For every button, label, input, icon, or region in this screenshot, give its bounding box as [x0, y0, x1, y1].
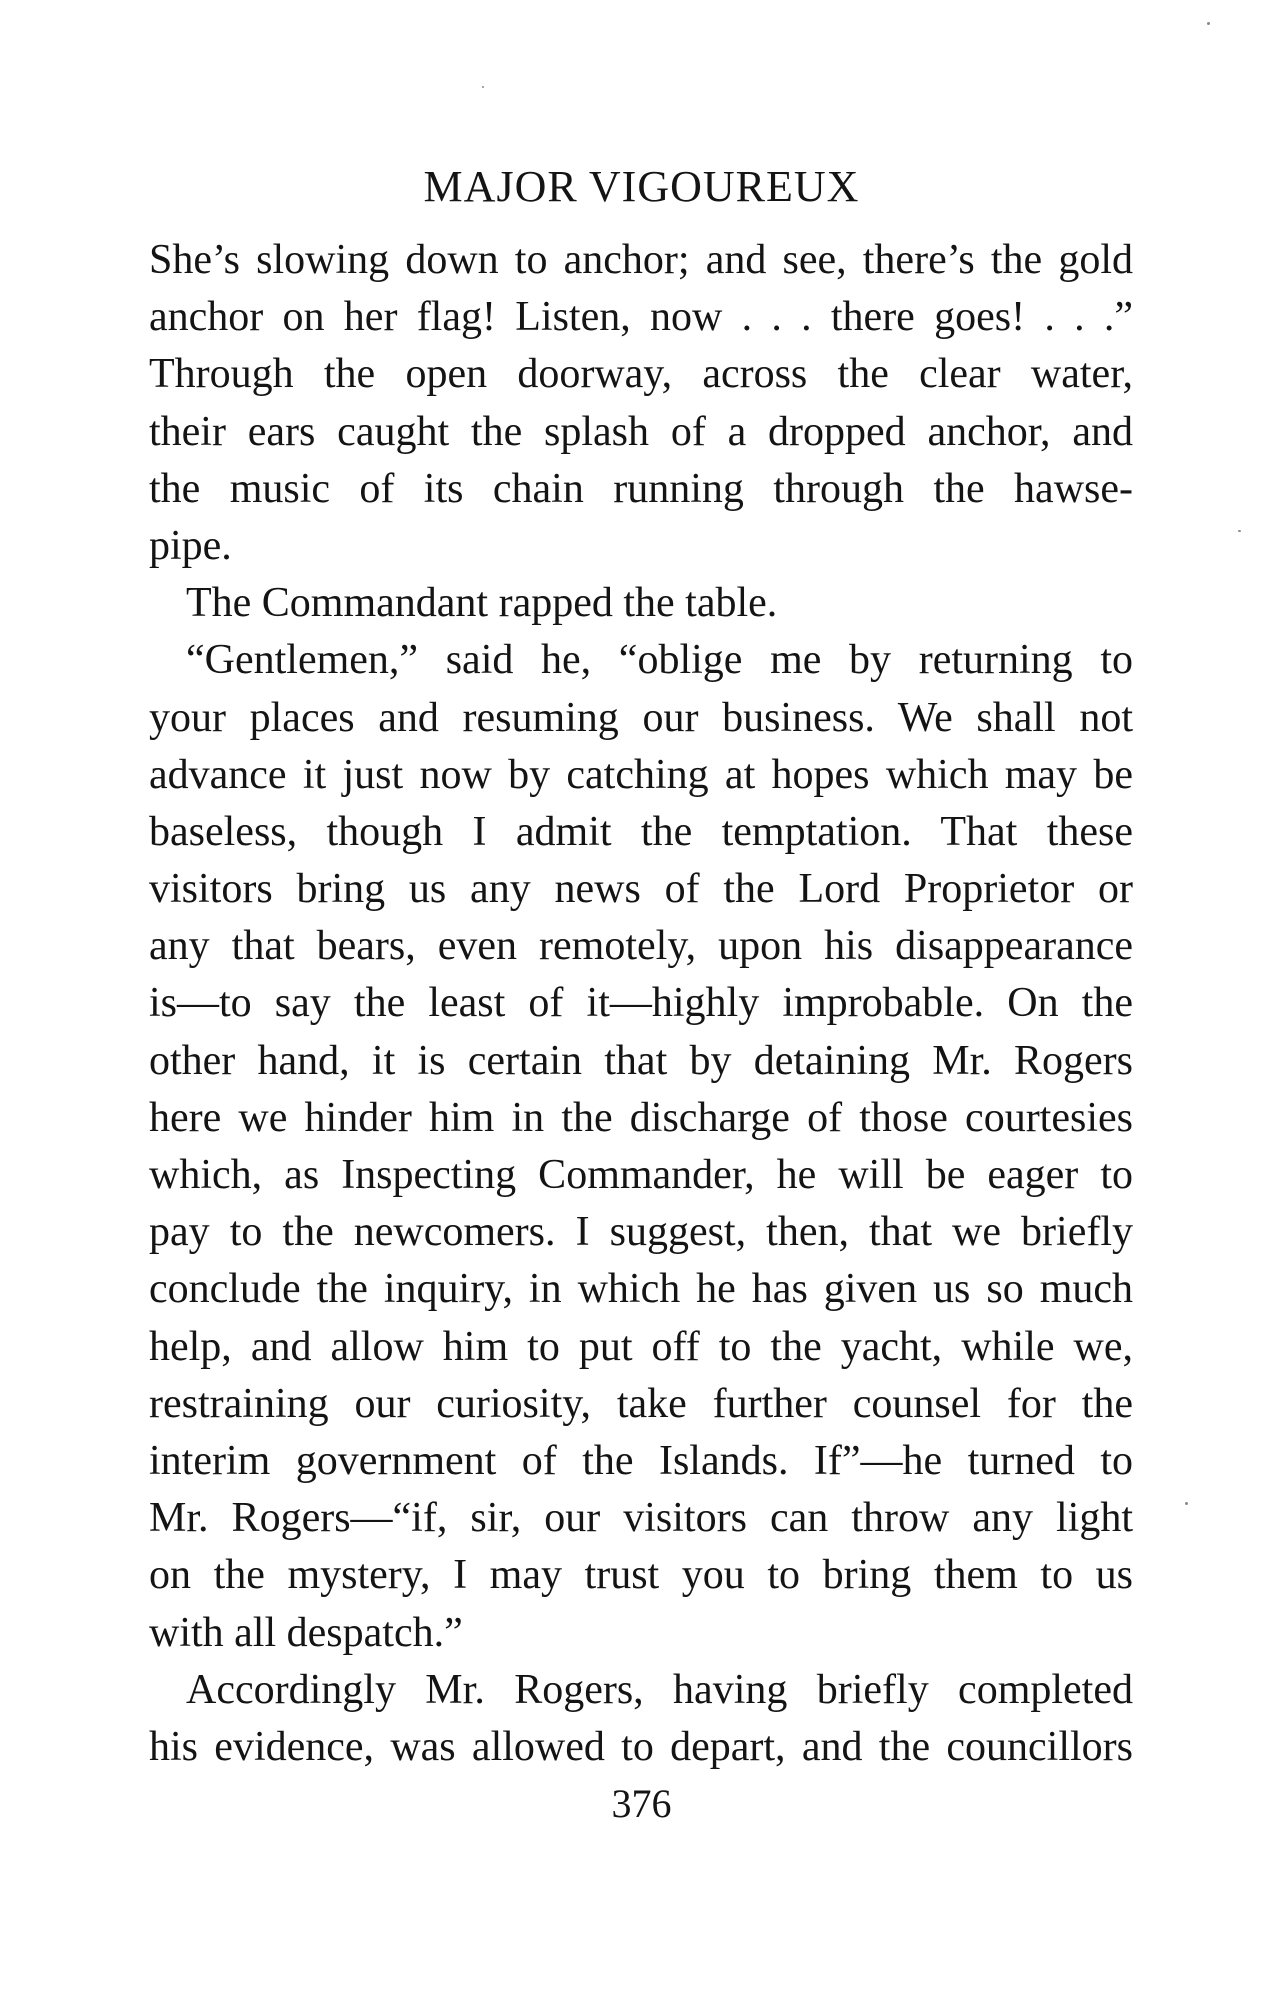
running-head: MAJOR VIGOUREUX [423, 162, 860, 211]
text-line: the music of its chain running through the hawse- [149, 465, 1133, 512]
text-line: “Gentlemen,” said he, “oblige me by returning to [186, 637, 1133, 684]
paper-speck [1185, 1502, 1188, 1505]
text-line: help, and allow him to put off to the yacht, while we, [149, 1323, 1133, 1370]
paper-speck [1207, 22, 1210, 25]
text-line: She’s slowing down to anchor; and see, there’s the gold [149, 237, 1133, 283]
text-line: other hand, it is certain that by detaining Mr. Rogers [149, 1037, 1133, 1084]
paper-speck [482, 86, 484, 88]
body-text [149, 232, 1133, 1776]
text-line: Accordingly Mr. Rogers, having briefly completed [186, 1666, 1133, 1713]
text-line: interim government of the Islands. If”—he turned to [149, 1437, 1133, 1484]
text-line: conclude the inquiry, in which he has given us so much [149, 1266, 1133, 1313]
text-line: any that bears, even remotely, upon his disappearance [149, 923, 1133, 970]
text-line: pay to the newcomers. I suggest, then, that we briefly [149, 1209, 1133, 1256]
text-line: Through the open doorway, across the clear water, [149, 351, 1133, 398]
text-line: is—to say the least of it—highly improbable. On the [149, 980, 1133, 1027]
text-line: restraining our curiosity, take further counsel for the [149, 1380, 1133, 1427]
text-line: with all despatch.” [149, 1609, 463, 1656]
page-number: 376 [611, 1781, 672, 1826]
paper-speck [1238, 530, 1241, 532]
text-line: advance it just now by catching at hopes which may be [149, 751, 1133, 798]
text-line: which, as Inspecting Commander, he will be eager to [149, 1152, 1133, 1198]
text-line: their ears caught the splash of a dropped anchor, and [149, 408, 1133, 455]
text-line: baseless, though I admit the temptation. That these [149, 808, 1133, 855]
text-line: anchor on her flag! Listen, now . . . there goes! . . .” [149, 294, 1133, 341]
text-line: your places and resuming our business. We shall not [149, 694, 1133, 741]
text-line: here we hinder him in the discharge of those courtesies [149, 1094, 1133, 1141]
text-line: Mr. Rogers—“if, sir, our visitors can throw any light [149, 1495, 1133, 1542]
text-line: visitors bring us any news of the Lord Proprietor or [149, 866, 1133, 913]
text-line: The Commandant rapped the table. [186, 580, 778, 627]
text-line: his evidence, was allowed to depart, and the councillors [149, 1723, 1133, 1770]
text-line: pipe. [149, 522, 232, 569]
text-line: on the mystery, I may trust you to bring them to us [149, 1552, 1133, 1599]
